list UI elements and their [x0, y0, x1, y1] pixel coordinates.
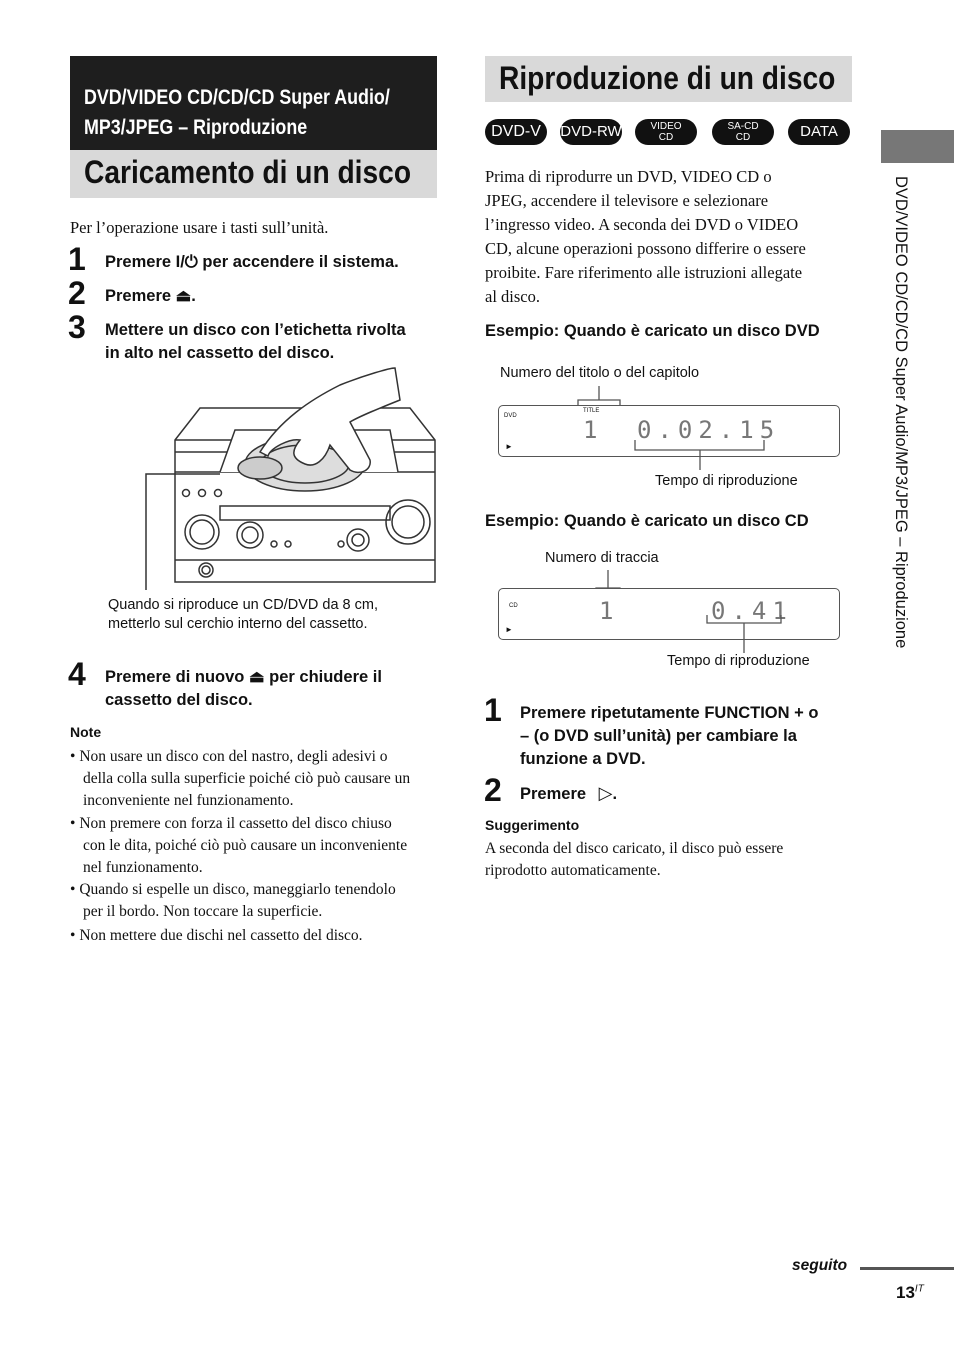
- step-text-period: .: [612, 785, 618, 803]
- cd-time-bracket: [703, 615, 785, 653]
- side-tab: [881, 130, 954, 163]
- badge-sa-cd: SA-CD CD: [712, 119, 774, 145]
- note-item: • Quando si espelle un disco, maneggiarlo tenendolo per il bordo. Non toccare la superficie.: [70, 879, 455, 923]
- note-line: inconveniente nel funzionamento.: [83, 792, 294, 809]
- badge-dvd-v: DVD-V: [485, 119, 547, 145]
- step-text: funzione a DVD.: [520, 750, 646, 768]
- note-line: per il bordo. Non toccare la superficie.: [83, 903, 323, 920]
- note-line: Non usare un disco con del nastro, degli adesivi o: [79, 748, 388, 765]
- intro-line: CD, alcune operazioni possono differire o essere: [485, 239, 806, 258]
- note-line: Non mettere due dischi nel cassetto del disco.: [79, 927, 363, 944]
- example-dvd-heading: Esempio: Quando è caricato un disco DVD: [485, 322, 820, 340]
- note-line: con le dita, poiché ciò può causare un inconveniente: [83, 837, 408, 854]
- dvd-top-label: Numero del titolo o del capitolo: [500, 365, 700, 381]
- section-header-line2: MP3/JPEG – Riproduzione: [84, 116, 308, 139]
- section-header: [70, 56, 437, 150]
- step-text: Premere ripetutamente FUNCTION + o: [520, 704, 819, 722]
- note-item: • Non usare un disco con del nastro, degli adesivi o della colla sulla superficie poiché ciò può causare un inconveniente nel funzionamento.: [70, 746, 455, 812]
- intro-line: l’ingresso video. A seconda dei DVD o VIDEO: [485, 215, 799, 234]
- play-indicator-icon: ►: [505, 442, 513, 451]
- cd-disc-indicator: CD: [509, 603, 518, 609]
- badge-video-cd: VIDEO CD: [635, 119, 697, 145]
- step-number: 3: [68, 309, 86, 345]
- example-cd-heading: Esempio: Quando è caricato un disco CD: [485, 512, 809, 530]
- note-item: • Non premere con forza il cassetto del disco chiuso con le dita, poiché ciò può causare un inconveniente nel funzionamento.: [70, 813, 455, 879]
- step-text: [520, 782, 617, 806]
- disc-loading-illustration: [140, 360, 440, 590]
- step-text-label: Premere: [520, 785, 587, 803]
- dvd-time-readout: 0.02.15: [637, 416, 781, 444]
- step-number: 1: [68, 241, 86, 277]
- intro-line: proibite. Fare riferimento alle istruzioni allegate: [485, 263, 803, 282]
- badge-data-cd: DATA CD: [788, 119, 850, 145]
- dvd-disc-indicator: DVD: [504, 413, 517, 419]
- cd-top-label: Numero di traccia: [545, 550, 659, 566]
- badge-dvd-rw: DVD-RW: [560, 119, 622, 145]
- step-text: – (o DVD sull’unità) per cambiare la: [520, 727, 797, 745]
- page-title-playback: Riproduzione di un disco: [499, 60, 836, 96]
- step-number: 1: [484, 692, 502, 728]
- intro-line: Prima di riprodurre un DVD, VIDEO CD o: [485, 167, 772, 186]
- step-number: 2: [68, 275, 86, 311]
- dvd-time-bracket: [630, 440, 770, 470]
- note-line: Quando si espelle un disco, maneggiarlo tenendolo: [79, 881, 396, 898]
- cd-bottom-label: Tempo di riproduzione: [667, 653, 810, 669]
- step-text: Premere I/⏻ per accendere il sistema.: [105, 253, 399, 271]
- page-number-value: 13: [896, 1283, 915, 1302]
- left-intro: Per l’operazione usare i tasti sull’unità.: [70, 218, 329, 237]
- left-title-bar: [70, 150, 437, 198]
- step-text: Mettere un disco con l’etichetta rivolta: [105, 321, 406, 339]
- note-line: Non premere con forza il cassetto del disco chiuso: [79, 815, 392, 832]
- page-number: [896, 1283, 924, 1303]
- page-number-suffix: IT: [914, 1283, 924, 1295]
- tip-text: [485, 838, 783, 882]
- dvd-title-indicator: TITLE: [583, 408, 600, 414]
- figure-caption: metterlo sul cerchio interno del cassetto.: [108, 616, 368, 632]
- step-text: cassetto del disco.: [105, 691, 253, 709]
- dvd-title-number: 1: [583, 416, 604, 444]
- step-text: in alto nel cassetto del disco.: [105, 344, 335, 362]
- note-line: nel funzionamento.: [83, 859, 203, 876]
- intro-line: JPEG, accendere il televisore e selezionare: [485, 191, 769, 210]
- figure-caption: Quando si riproduce un CD/DVD da 8 cm,: [108, 597, 378, 613]
- intro-line: al disco.: [485, 287, 540, 306]
- tip-heading: Suggerimento: [485, 817, 580, 833]
- note-line: della colla sulla superficie poiché ciò può causare un: [83, 770, 411, 787]
- continued-rule: [860, 1267, 954, 1270]
- page-title-loading: Caricamento di un disco: [84, 154, 412, 190]
- right-title-bar: [485, 56, 852, 102]
- cd-time-readout: 0.41: [711, 597, 793, 625]
- cd-display: [498, 588, 840, 640]
- cd-track-number: 1: [599, 597, 620, 625]
- play-button-icon: ▷: [598, 783, 613, 803]
- notes-heading: Note: [70, 724, 102, 740]
- dvd-bottom-label: Tempo di riproduzione: [655, 473, 798, 489]
- step-text: Premere di nuovo ⏏ per chiudere il: [105, 668, 382, 686]
- play-indicator-icon: ►: [505, 625, 513, 634]
- tip-line: A seconda del disco caricato, il disco può essere: [485, 840, 784, 857]
- section-header-line1: DVD/VIDEO CD/CD/CD Super Audio/: [84, 86, 390, 109]
- step-text: Premere ⏏.: [105, 287, 196, 305]
- right-intro: [485, 165, 857, 309]
- continued-label: seguito: [792, 1257, 848, 1274]
- tip-line: riprodotto automaticamente.: [485, 862, 661, 879]
- side-tab-label: DVD/VIDEO CD/CD/CD Super Audio/MP3/JPEG – Riproduzione: [892, 176, 910, 649]
- note-item: • Non mettere due dischi nel cassetto del disco.: [70, 927, 363, 944]
- step-number: 2: [484, 772, 502, 808]
- step-number: 4: [68, 656, 86, 692]
